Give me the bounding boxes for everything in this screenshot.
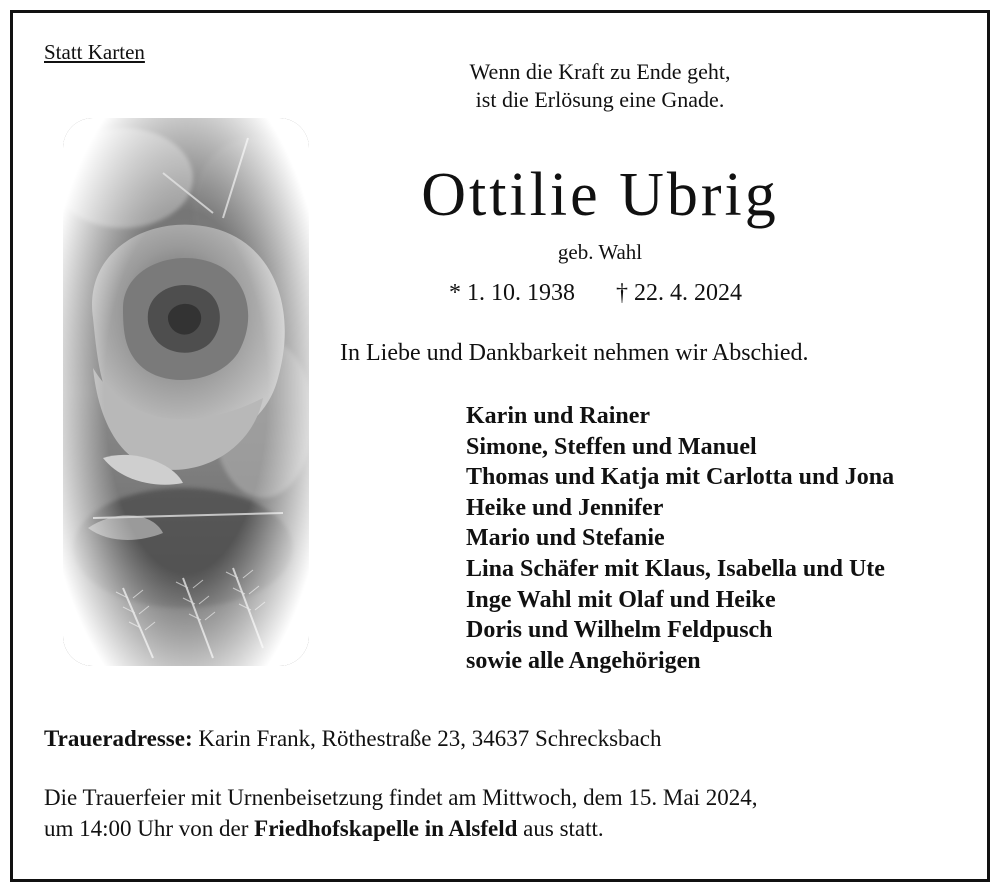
statt-karten-label: Statt Karten <box>44 40 145 64</box>
mourning-address <box>44 726 661 752</box>
mourner-item: Inge Wahl mit Olaf und Heike <box>466 586 776 613</box>
mourner-item: Mario und Stefanie <box>466 525 665 552</box>
ceremony-line-2-post: aus statt. <box>517 816 604 841</box>
rose-photo <box>63 118 309 666</box>
mourner-item: Heike und Jennifer <box>466 494 664 521</box>
address-value: Karin Frank, Röthestraße 23, 34637 Schrecksbach <box>192 726 662 751</box>
ceremony-line-2-pre: um 14:00 Uhr von der <box>44 816 255 841</box>
motto-line-1: Wenn die Kraft zu Ende geht, <box>469 59 731 84</box>
mourner-item: Thomas und Katja mit Carlotta und Jona <box>466 464 895 491</box>
mourners-list <box>466 401 894 676</box>
death-date: † 22. 4. 2024 <box>616 280 742 306</box>
birth-name: geb. Wahl <box>557 240 643 264</box>
farewell-text: In Liebe und Dankbarkeit nehmen wir Abschied. <box>340 340 809 366</box>
address-label: Traueradresse: <box>44 726 193 751</box>
ceremony-location: Friedhofskapelle in Alsfeld <box>254 816 518 841</box>
ceremony-line-1: Die Trauerfeier mit Urnenbeisetzung findet am Mittwoch, dem 15. Mai 2024, <box>44 785 758 810</box>
deceased-name: Ottilie Ubrig <box>421 161 779 229</box>
mourner-item: Simone, Steffen und Manuel <box>466 433 757 460</box>
ceremony-info <box>44 782 757 844</box>
mourner-item: Doris und Wilhelm Feldpusch <box>466 617 773 644</box>
mourner-item: Lina Schäfer mit Klaus, Isabella und Ute <box>466 555 885 582</box>
motto-line-2: ist die Erlösung eine Gnade. <box>475 87 725 112</box>
birth-date: * 1. 10. 1938 <box>449 280 575 306</box>
mourner-item: Karin und Rainer <box>466 403 651 429</box>
mourner-item: sowie alle Angehörigen <box>466 647 701 674</box>
ceremony-line-2 <box>44 813 757 844</box>
